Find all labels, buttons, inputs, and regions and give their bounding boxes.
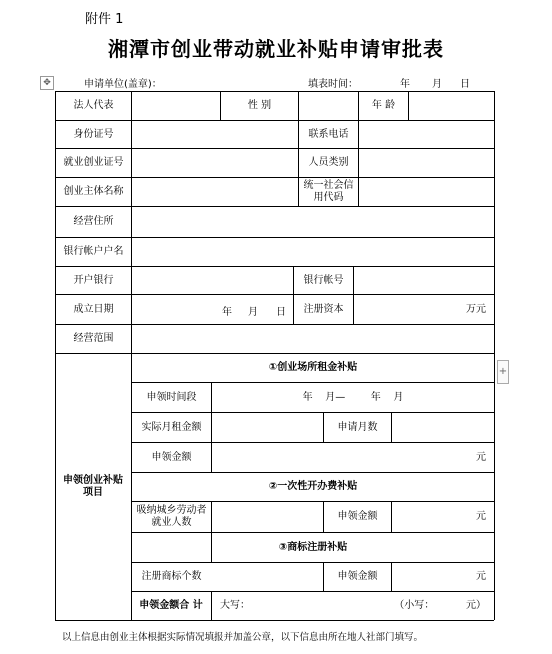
- fill-date-day: 日: [460, 79, 470, 90]
- startup-claim-amount-unit: 元: [476, 511, 486, 522]
- age-label: 年 龄: [371, 100, 396, 111]
- move-handle-icon[interactable]: ✥: [40, 76, 54, 90]
- registered-capital-label: 注册资本: [303, 303, 344, 315]
- claim-period-label: 申领时间段: [146, 391, 197, 403]
- bank-label: 开户银行: [73, 274, 114, 286]
- monthly-rent-field[interactable]: [212, 413, 323, 442]
- entity-name-label: 创业主体名称: [63, 186, 124, 197]
- rent-claim-amount-unit: 元: [476, 451, 486, 463]
- business-address-field[interactable]: [132, 207, 494, 237]
- established-day: 日: [276, 307, 286, 318]
- months-field[interactable]: [392, 413, 494, 442]
- contact-phone-field[interactable]: [359, 121, 494, 148]
- legal-rep-label: 法人代表: [73, 100, 114, 111]
- monthly-rent-label: 实际月租金额: [141, 421, 202, 433]
- rent-subsidy-title: ①创业场所租金补贴: [268, 362, 358, 373]
- add-row-icon[interactable]: +: [497, 360, 509, 384]
- person-category-field[interactable]: [359, 149, 494, 177]
- fill-date-label: 填表时间：: [308, 79, 358, 90]
- person-category-label: 人员类别: [308, 157, 349, 168]
- total-amount-capitals[interactable]: 大写：: [220, 600, 250, 611]
- established-date-label: 成立日期: [73, 303, 114, 315]
- startup-claim-amount-label: 申领金额: [337, 511, 378, 522]
- gender-label: 性 别: [247, 100, 272, 111]
- fill-date-year: 年: [400, 79, 410, 90]
- claim-period-value[interactable]: 年 月— 年 月: [302, 391, 404, 403]
- footer-note: 以上信息由创业主体根据实际情况填报并加盖公章，以下信息由所在地人社部门填写。: [62, 632, 424, 643]
- account-name-field[interactable]: [132, 238, 494, 266]
- established-year: 年: [222, 307, 232, 318]
- trademark-claim-amount-unit: 元: [476, 571, 486, 582]
- age-field[interactable]: [409, 92, 494, 120]
- trademark-subsidy-title: ③商标注册补贴: [278, 541, 348, 553]
- applicant-unit-label: 申请单位(盖章)：: [84, 79, 162, 90]
- id-number-field[interactable]: [132, 121, 298, 148]
- bank-account-label: 银行帐号: [303, 274, 344, 286]
- credit-code-label: 统一社会信用代码: [303, 180, 354, 203]
- subsidy-section-label: 申领创业补贴项目: [63, 475, 123, 498]
- account-name-label: 银行帐户户名: [63, 246, 124, 257]
- business-scope-label: 经营范围: [73, 333, 114, 344]
- credit-code-field[interactable]: [359, 178, 494, 206]
- entity-name-field[interactable]: [132, 178, 298, 206]
- trademark-count-label: 注册商标个数: [141, 571, 202, 582]
- bank-field[interactable]: [132, 267, 293, 294]
- startup-subsidy-title: ②一次性开办费补贴: [268, 481, 358, 492]
- page-title: 湘潭市创业带动就业补贴申请审批表: [108, 37, 444, 61]
- contact-phone-label: 联系电话: [308, 128, 349, 140]
- employed-count-label: 吸纳城乡劳动者就业人数: [136, 505, 207, 528]
- total-amount-figures[interactable]: （小写： 元）: [394, 600, 486, 611]
- legal-rep-field[interactable]: [132, 92, 220, 120]
- attachment-label: 附件 1: [85, 12, 124, 27]
- employed-count-field[interactable]: [212, 502, 323, 532]
- rent-claim-amount-label: 申领金额: [151, 451, 192, 463]
- trademark-count-field[interactable]: [212, 563, 323, 591]
- established-month: 月: [248, 307, 258, 318]
- employment-cert-field[interactable]: [132, 149, 298, 177]
- id-number-label: 身份证号: [73, 128, 114, 140]
- fill-date-month: 月: [432, 79, 442, 90]
- trademark-claim-amount-label: 申领金额: [337, 571, 378, 582]
- employment-cert-label: 就业创业证号: [63, 157, 124, 168]
- total-amount-label: 申领金额合 计: [139, 600, 203, 611]
- business-address-label: 经营住所: [73, 216, 114, 227]
- months-label: 申请月数: [337, 421, 378, 433]
- registered-capital-unit: 万元: [466, 303, 486, 315]
- bank-account-field[interactable]: [354, 267, 494, 294]
- business-scope-field[interactable]: [132, 325, 494, 353]
- gender-field[interactable]: [299, 92, 358, 120]
